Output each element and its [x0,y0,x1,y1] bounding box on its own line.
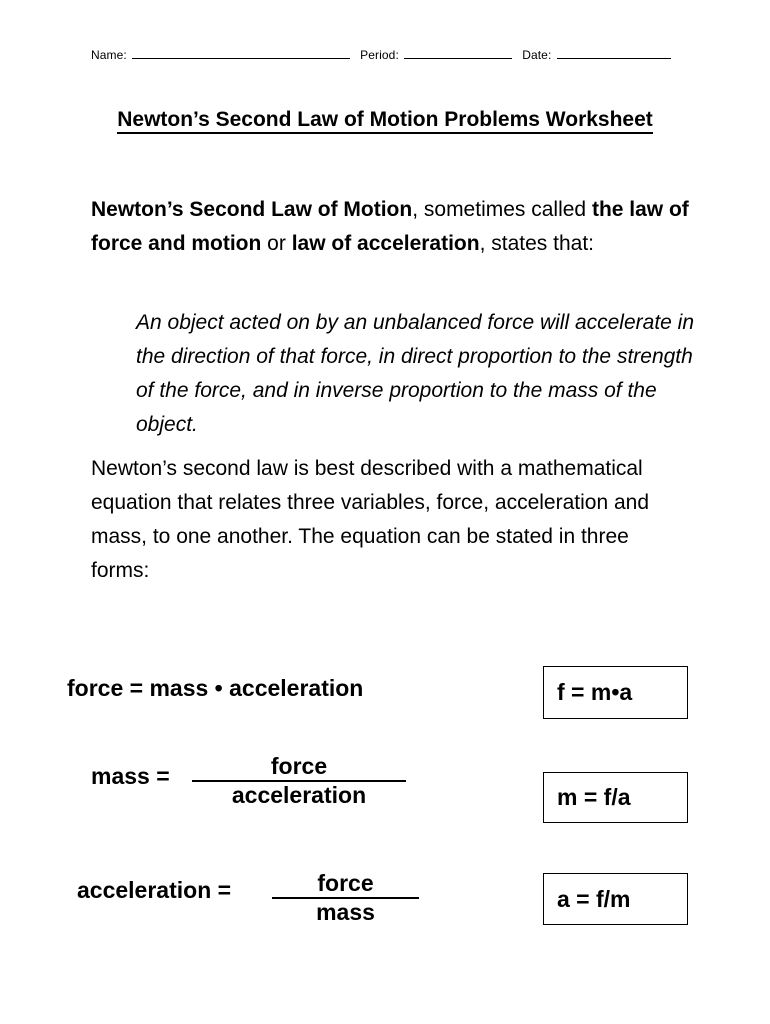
date-label: Date: [522,48,552,62]
intro-paragraph: Newton’s Second Law of Motion, sometimes called the law of force and motion or law of acceleration, states that: [91,198,689,255]
mass-formula-box [543,772,688,823]
mass-denominator: acceleration [231,782,367,808]
period-blank [404,48,512,59]
name-label: Name: [91,48,127,62]
description-paragraph: Newton’s second law is best described with a mathematical equation that relates three variables, force, acceleration and mass, to one another. The equation can be stated in three forms: [91,457,650,582]
mass-equation-lhs: mass = [91,763,170,789]
law-quote: An object acted on by an unbalanced force will accelerate in the direction of that force, in direct proportion to the strength of the force, and in inverse proportion to the mass of the object. [136,311,695,436]
period-label: Period: [360,48,399,62]
header-fields [91,48,674,62]
mass-numerator: force [270,753,328,779]
acceleration-fraction [272,870,419,926]
mass-formula: m = f/a [557,784,631,810]
acceleration-denominator: mass [316,899,375,925]
force-formula-box [543,666,688,719]
date-blank [557,48,671,59]
mass-fraction [192,753,406,809]
acceleration-equation-lhs: acceleration = [77,877,232,903]
law-name: Newton’s Second Law of Motion [91,198,413,221]
force-equation: force = mass • acceleration [67,675,364,701]
force-formula: f = m•a [557,679,633,705]
acceleration-formula-box [543,873,688,925]
acceleration-formula: a = f/m [557,885,631,912]
alt-name-1: the law of force and motion [91,198,689,255]
alt-name-2: law of acceleration [291,232,480,255]
acceleration-numerator: force [317,870,374,896]
name-blank [132,48,350,59]
page-title: Newton’s Second Law of Motion Problems Worksheet [0,108,770,132]
